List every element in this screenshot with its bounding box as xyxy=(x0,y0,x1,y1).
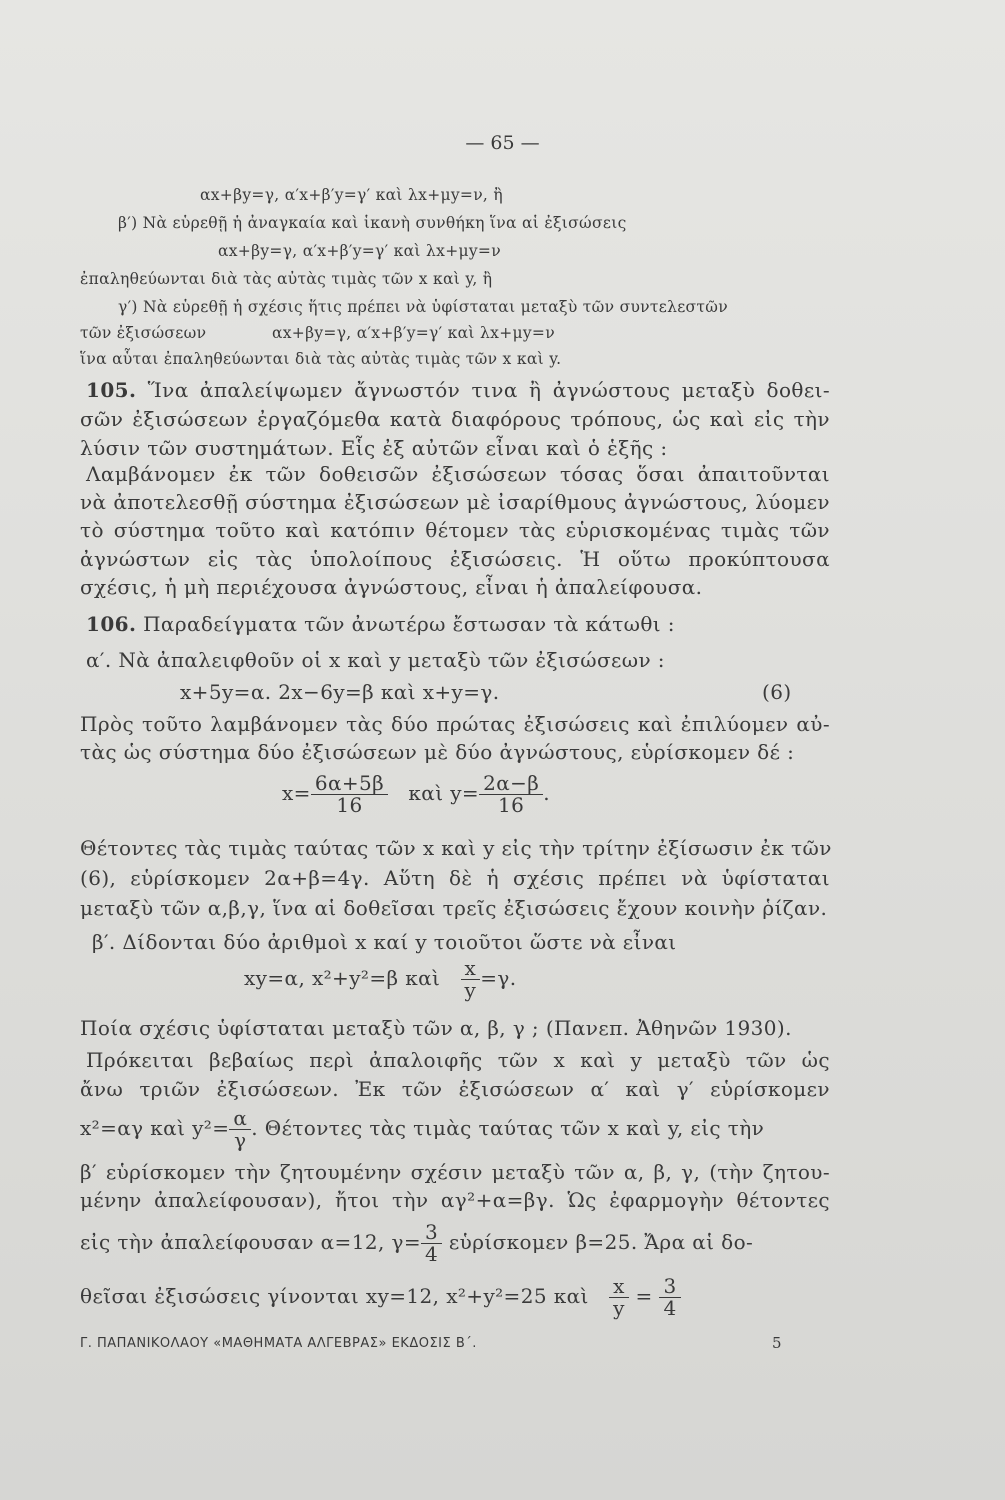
equation-6: x+5y=α. 2x−6y=β καὶ x+y=γ. xyxy=(180,680,500,704)
fraction-x-over-y-final xyxy=(609,1276,629,1319)
fraction-three-quarters-final-numerator: 3 xyxy=(659,1276,680,1298)
fraction-x-over-y-numerator: x xyxy=(461,958,481,980)
s106-number: 106. xyxy=(86,612,137,636)
footer-publisher-line: Γ. ΠΑΠΑΝΙΚΟΛΑΟΥ «ΜΑΘΗΜΑΤΑ ΑΛΓΕΒΡΑΣ» ΕΚΔΟΣΙΣ Β΄. xyxy=(80,1336,477,1351)
fraction-a-over-g-denominator: γ xyxy=(234,1128,247,1152)
fraction-x-over-y-final-denominator: y xyxy=(613,1296,625,1320)
page-number: — 65 — xyxy=(465,132,540,154)
s106-line-5: Θέτοντες τὰς τιμὰς ταύτας τῶν x καὶ y εἰς τὴν τρίτην ἐξίσωσιν ἐκ τῶν xyxy=(80,836,832,860)
small-line-5: γ′) Νὰ εὑρεθῇ ἡ σχέσις ἥτις πρέπει νὰ ὑφίσταται μεταξὺ τῶν συντελεστῶν xyxy=(118,298,728,316)
fraction-equation-xy xyxy=(282,773,550,816)
s106-line-3: Πρὸς τοῦτο λαμβάνομεν τὰς δύο πρώτας ἐξισώσεις καὶ ἐπιλύομεν αὐ- xyxy=(80,712,830,736)
fraction-three-quarters xyxy=(421,1222,442,1265)
s106-line-13: β′ εὑρίσκομεν τὴν ζητουμένην σχέσιν μεταξὺ τῶν α, β, γ, (τὴν ζητου- xyxy=(80,1160,830,1184)
fraction-three-quarters-final-denominator: 4 xyxy=(663,1296,677,1320)
small-line-4: ἐπαληθεύωνται διὰ τὰς αὐτὰς τιμὰς τῶν x καὶ y, ἢ xyxy=(80,270,493,288)
s106-line-12-b: . Θέτοντες τὰς τιμὰς ταύτας τῶν x καὶ y, εἰς τὴν xyxy=(251,1116,765,1140)
s106-line-1-text: Παραδείγματα τῶν ἀνωτέρω ἔστωσαν τὰ κάτωθι : xyxy=(143,612,675,636)
s106-line-12-a: x²=αγ καὶ y²= xyxy=(80,1116,230,1140)
s106-line-12 xyxy=(80,1108,764,1151)
s106-line-11: ἄνω τριῶν ἐξισώσεων. Ἐκ τῶν ἐξισώσεων α′ καὶ γ′ εὑρίσκομεν xyxy=(80,1077,830,1101)
and-word: καὶ xyxy=(408,781,444,805)
s106-line-1 xyxy=(86,612,675,636)
fraction-three-quarters-final xyxy=(659,1276,680,1319)
signature-mark: 5 xyxy=(772,1334,782,1352)
fraction-x-denominator: 16 xyxy=(336,793,363,817)
s105-line-1 xyxy=(86,378,830,402)
fraction-x-over-y-final-numerator: x xyxy=(609,1276,629,1298)
s105-line-2: σῶν ἐξισώσεων ἐργαζόμεθα κατὰ διαφόρους τρόπους, ὡς καὶ εἰς τὴν xyxy=(80,407,830,431)
equation-b-right: =γ. xyxy=(480,966,517,990)
s106-line-10: Πρόκειται βεβαίως περὶ ἀπαλοιφῆς τῶν x καὶ y μεταξὺ τῶν ὡς xyxy=(86,1048,830,1072)
fraction-x-over-y xyxy=(461,958,481,1001)
s105-line-8: σχέσις, ἡ μὴ περιέχουσα ἀγνώστους, εἶναι ἡ ἀπαλείφουσα. xyxy=(80,575,703,599)
s105-line-7: ἀγνώστων εἰς τὰς ὑπολοίπους ἐξισώσεις. Ἡ οὕτω προκύπτουσα xyxy=(80,547,830,571)
fraction-end: . xyxy=(543,781,551,805)
small-line-3: αx+βy=γ, α′x+β′y=γ′ καὶ λx+μy=ν xyxy=(218,242,501,260)
fraction-x-over-y-denominator: y xyxy=(464,978,477,1002)
x-equals: x= xyxy=(282,781,311,805)
fraction-x-numerator: 6α+5β xyxy=(311,773,388,795)
fraction-y-numerator: 2α−β xyxy=(479,773,543,795)
small-line-7: ἵνα αὗται ἐπαληθεύωνται διὰ τὰς αὐτὰς τιμὰς τῶν x καὶ y. xyxy=(80,350,562,368)
s106-line-16-a: θεῖσαι ἐξισώσεις γίνονται xy=12, x²+y²=25 καὶ xyxy=(80,1284,589,1308)
fraction-three-quarters-denominator: 4 xyxy=(424,1242,439,1266)
fraction-a-over-g xyxy=(229,1108,251,1151)
s106-line-16 xyxy=(80,1276,681,1319)
fraction-three-quarters-numerator: 3 xyxy=(421,1222,442,1244)
s106-line-15 xyxy=(80,1222,753,1265)
small-line-1: αx+βy=γ, α′x+β′y=γ′ καὶ λx+μy=ν, ἢ xyxy=(200,186,503,204)
small-line-6a: τῶν ἐξισώσεων xyxy=(80,324,207,342)
fraction-x xyxy=(311,773,388,816)
s106-line-14: μένην ἀπαλείφουσαν), ἤτοι τὴν αγ²+α=βγ. Ὡς ἐφαρμογὴν θέτοντες xyxy=(80,1188,830,1212)
small-line-6b: αx+βy=γ, α′x+β′y=γ′ καὶ λx+μy=ν xyxy=(272,324,555,342)
s105-line-3: λύσιν τῶν συστημάτων. Εἷς ἐξ αὐτῶν εἶναι καὶ ὁ ἑξῆς : xyxy=(80,436,668,460)
s106-line-4: τὰς ὡς σύστημα δύο ἐξισώσεων μὲ δύο ἀγνώστους, εὑρίσκομεν δέ : xyxy=(80,740,795,764)
s106-line-7: μεταξὺ τῶν α,β,γ, ἵνα αἱ δοθεῖσαι τρεῖς ἐξισώσεις ἔχουν κοινὴν ῥίζαν. xyxy=(80,896,828,920)
s106-line-9: Ποία σχέσις ὑφίσταται μεταξὺ τῶν α, β, γ ; (Πανεπ. Ἀθηνῶν 1930). xyxy=(80,1016,792,1040)
fraction-a-over-g-numerator: α xyxy=(229,1108,251,1130)
fraction-y-denominator: 16 xyxy=(498,793,525,817)
fraction-y xyxy=(479,773,543,816)
s105-line-4: Λαμβάνομεν ἐκ τῶν δοθεισῶν ἐξισώσεων τόσας ὅσαι ἀπαιτοῦνται xyxy=(86,462,830,486)
y-equals: y= xyxy=(450,781,480,805)
s106-line-2: α′. Νὰ ἀπαλειφθοῦν οἱ x καὶ y μεταξὺ τῶν ἐξισώσεων : xyxy=(86,648,665,672)
final-equals: = xyxy=(635,1284,653,1308)
equation-6-label: (6) xyxy=(762,680,792,704)
equation-b-left: xy=α, x²+y²=β καὶ xyxy=(244,966,441,990)
s105-line-5: νὰ ἀποτελεσθῇ σύστημα ἐξισώσεων μὲ ἰσαρίθμους ἀγνώστους, λύομεν xyxy=(80,490,830,514)
s106-line-8: β′. Δίδονται δύο ἀριθμοὶ x καί y τοιοῦτοι ὥστε νὰ εἶναι xyxy=(92,930,677,954)
s106-line-15-b: εὑρίσκομεν β=25. Ἄρα αἱ δο- xyxy=(448,1230,754,1254)
s105-number: 105. xyxy=(86,378,137,402)
s105-line-6: τὸ σύστημα τοῦτο καὶ κατόπιν θέτομεν τὰς εὑρισκομένας τιμὰς τῶν xyxy=(80,518,830,542)
small-line-2: β′) Νὰ εὑρεθῇ ἡ ἀναγκαία καὶ ἱκανὴ συνθήκη ἵνα αἱ ἐξισώσεις xyxy=(118,214,627,232)
s106-line-15-a: εἰς τὴν ἀπαλείφουσαν α=12, γ= xyxy=(80,1230,421,1254)
s105-line-1-text: Ἵνα ἀπαλείψωμεν ἄγνωστόν τινα ἢ ἀγνώστους μεταξὺ δοθει- xyxy=(147,378,830,402)
s106-line-6: (6), εὑρίσκομεν 2α+β=4γ. Αὕτη δὲ ἡ σχέσις πρέπει νὰ ὑφίσταται xyxy=(80,866,830,890)
equation-b xyxy=(244,958,517,1001)
